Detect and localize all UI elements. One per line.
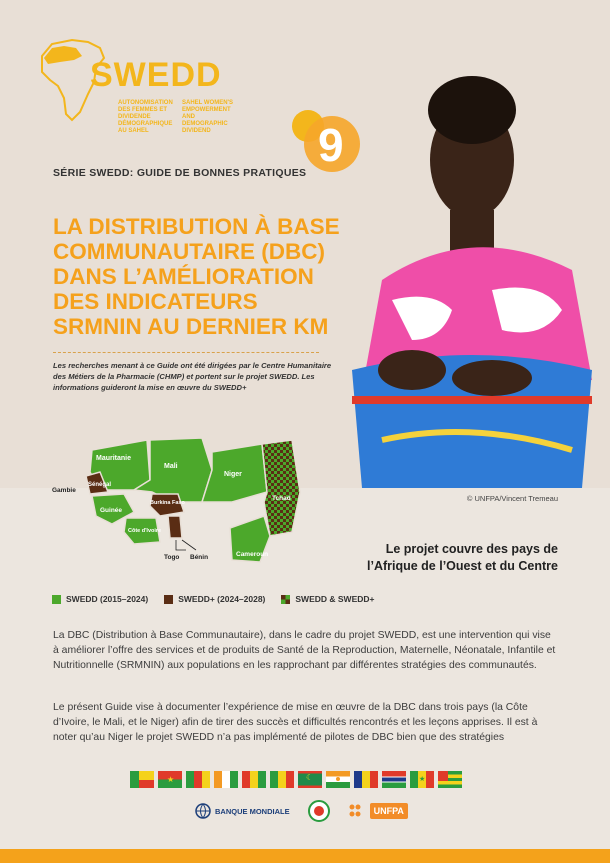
- flag-togo-icon: [438, 771, 462, 788]
- map-label-mali: Mali: [164, 463, 178, 470]
- flag-cameroun-icon: [186, 771, 210, 788]
- flag-mali-icon: [270, 771, 294, 788]
- globe-icon: [195, 803, 211, 819]
- legend-swedd-plus-label: SWEDD+ (2024–2028): [178, 594, 266, 604]
- legend-swedd-plus: [164, 594, 265, 604]
- flag-gambie-icon: [382, 771, 406, 788]
- legend-both-label: SWEDD & SWEDD+: [295, 594, 375, 604]
- legend-green-swatch-icon: [52, 595, 61, 604]
- map-label-cote: Côte d'Ivoire: [128, 528, 162, 534]
- flag-senegal-icon: ★: [410, 771, 434, 788]
- legend-swedd-label: SWEDD (2015–2024): [66, 594, 149, 604]
- legend-swedd: [52, 594, 148, 604]
- flag-mauritanie-icon: ☾: [298, 771, 322, 788]
- logo-subtitle-fr: AUTONOMISATION DES FEMMES ET DIVIDENDE DÉMOGRAPHIQUE AU SAHEL: [118, 100, 173, 134]
- legend-both: [281, 594, 374, 604]
- page-title: LA DISTRIBUTION À BASE COMMUNAUTAIRE (DBC) DANS L’AMÉLIORATION DES INDICATEURS SRMNIN AU DERNIER KM: [53, 214, 340, 339]
- west-central-africa-map: [52, 432, 352, 592]
- world-bank-label: BANQUE MONDIALE: [215, 806, 290, 816]
- flag-guinee-icon: [242, 771, 266, 788]
- body-paragraph-1: La DBC (Distribution à Base Communautaire), dans le cadre du projet SWEDD, est une intervention qui vise à améliorer l’offre des services et de produits de Santé de la Reproduction, Maternelle, Néonatale, Infantile et Nutritionnelle (SRMNIN) aux populations en les rapprochant par différentes stratégies des communautés.: [53, 630, 556, 672]
- flag-cote-ivoire-icon: [214, 771, 238, 788]
- map-label-gambie: Gambie: [52, 487, 76, 494]
- map-legend: [52, 594, 375, 604]
- series-label: SÉRIE SWEDD: GUIDE DE BONNES PRATIQUES: [53, 167, 307, 179]
- photo-credit: © UNFPA/Vincent Tremeau: [466, 494, 558, 503]
- map-label-benin: Bénin: [190, 554, 209, 561]
- pregnant-woman-photo: [322, 40, 610, 488]
- legend-checker-swatch-icon: [281, 595, 290, 604]
- flag-burkina-icon: ★: [158, 771, 182, 788]
- map-label-mauritanie: Mauritanie: [96, 455, 132, 462]
- flag-tchad-icon: [354, 771, 378, 788]
- unfpa-logo: [348, 803, 408, 819]
- flag-niger-icon: [326, 771, 350, 788]
- map-tchad: [262, 440, 300, 536]
- country-flags: [130, 771, 462, 788]
- world-bank-logo: [195, 803, 290, 819]
- emblem-icon: [308, 800, 330, 822]
- logo-wordmark: SWEDD: [90, 56, 222, 94]
- map-label-tchad: Tchad: [272, 495, 291, 502]
- title-divider: [53, 352, 319, 353]
- map-togo-benin: [168, 516, 182, 538]
- unfpa-label: UNFPA: [370, 803, 408, 819]
- map-label-guinee: Guinée: [100, 507, 123, 514]
- legend-brown-swatch-icon: [164, 595, 173, 604]
- map-label-burkina: Burkina Faso: [150, 500, 185, 506]
- map-label-niger: Niger: [224, 471, 242, 478]
- logo-subtitle-en: SAHEL WOMEN'S EMPOWERMENT AND DEMOGRAPHIC DIVIDEND: [182, 100, 233, 134]
- flag-benin-icon: [130, 771, 154, 788]
- partner-logos: [195, 800, 408, 822]
- body-paragraph-2: Le présent Guide vise à documenter l’expérience de mise en œuvre de la DBC dans trois pays (la Côte d’Ivoire, le Mali, et le Niger) afin de tirer des succès et difficultés rencontrés et les leçons apprises. Il est à noter qu’au Niger le projet SWEDD n’a pas implémenté de pilotes de DBC bien que des stratégies: [53, 702, 538, 744]
- issue-number: 9: [318, 119, 344, 171]
- unfpa-people-icon: [348, 803, 366, 819]
- map-label-senegal: Sénégal: [88, 482, 112, 488]
- coverage-text: Le projet couvre des pays de l’Afrique de l’Ouest et du Centre: [367, 542, 558, 573]
- map-label-togo: Togo: [164, 554, 180, 561]
- intro-text: Les recherches menant à ce Guide ont été dirigées par le Centre Humanitaire des Métiers de la Pharmacie (CHMP) et portent sur le projet SWEDD. Les informations guideront la mise en œuvre du SWEDD+: [53, 361, 332, 392]
- map-label-cameroun: Cameroun: [236, 551, 269, 558]
- footer-bar: [0, 849, 610, 863]
